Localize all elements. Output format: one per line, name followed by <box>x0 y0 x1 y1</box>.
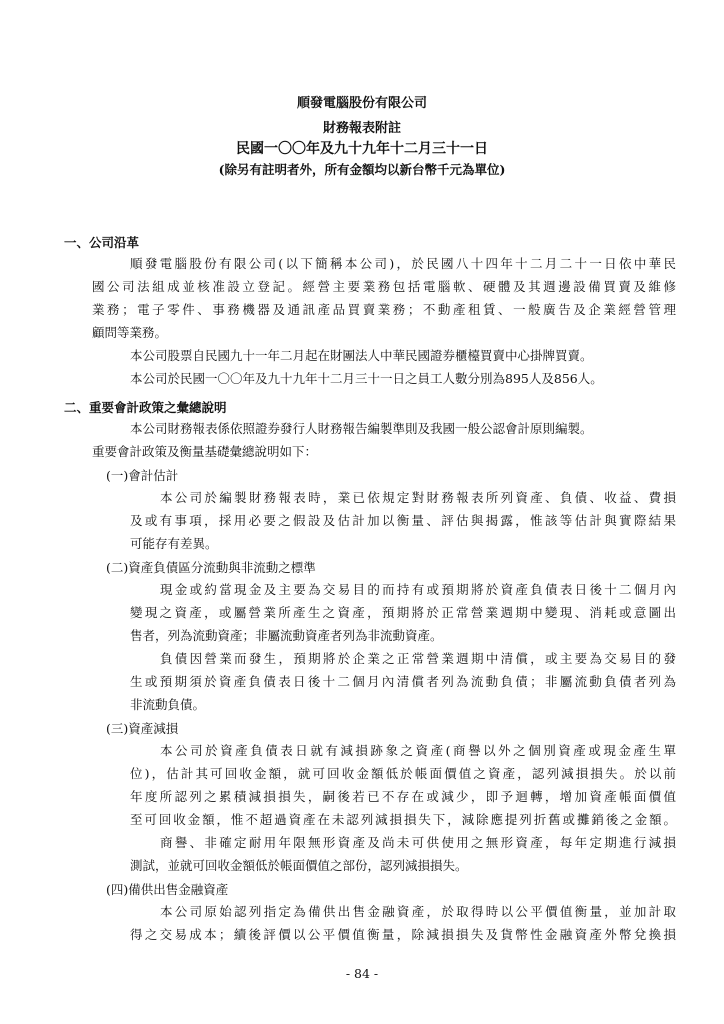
paragraph-line: 本公司原始認列指定為備供出售金融資產，於取得時以公平價值衡量，並加計取 <box>160 904 676 919</box>
report-title: 財務報表附註 <box>322 121 401 136</box>
paragraph-line: 業務；電子零件、事務機器及通訊產品買賣業務；不動產租賃、一般廣告及企業經營管理 <box>92 302 676 317</box>
paragraph-line: 顧問等業務。 <box>92 325 168 340</box>
paragraph-line: 得之交易成本；續後評價以公平價值衡量，除減損損失及貨幣性金融資產外幣兌換損 <box>130 927 676 942</box>
paragraph-line: 生或預期須於資產負債表日後十二個月內清償者列為流動負債；非屬流動負債者列為 <box>130 674 676 689</box>
paragraph-line: 年度所認列之累積減損損失，嗣後若已不存在或減少，即予迴轉，增加資產帳面價值 <box>130 789 676 804</box>
paragraph-line: 本公司財務報表係依照證券發行人財務報告編製準則及我國一般公認會計原則編製。 <box>130 421 593 436</box>
company-name: 順發電腦股份有限公司 <box>296 96 427 111</box>
paragraph-line: 可能存有差異。 <box>130 536 218 551</box>
paragraph-line: 售者，列為流動資產；非屬流動資產者列為非流動資產。 <box>130 628 443 643</box>
subsection-title-impairment: (三)資產減損 <box>106 721 179 736</box>
report-period: 民國一〇〇年及九十九年十二月三十一日 <box>236 141 488 157</box>
currency-note: (除另有註明者外，所有金額均以新台幣千元為單位) <box>218 162 506 177</box>
paragraph-line: 商譽、非確定耐用年限無形資產及尚未可供使用之無形資產，每年定期進行減損 <box>160 835 676 850</box>
paragraph-line: 測試，並就可回收金額低於帳面價值之部份，認列減損損失。 <box>130 858 468 873</box>
paragraph-line: 本公司股票自民國九十一年二月起在財團法人中華民國證券櫃檯買賣中心掛牌買賣。 <box>130 348 593 363</box>
paragraph-line: 現金或約當現金及主要為交易目的而持有或預期將於資產負債表日後十二個月內 <box>160 582 676 597</box>
paragraph-line: 及或有事項，採用必要之假設及估計加以衡量、評估與揭露，惟該等估計與實際結果 <box>130 513 676 528</box>
paragraph-line: 負債因營業而發生，預期將於企業之正常營業週期中清償，或主要為交易目的發 <box>160 651 676 666</box>
subsection-title-available-for-sale: (四)備供出售金融資產 <box>106 882 229 897</box>
paragraph-line: 本公司於編製財務報表時，業已依規定對財務報表所列資產、負債、收益、費損 <box>160 490 676 505</box>
subsection-title-estimates: (一)會計估計 <box>106 468 179 483</box>
paragraph-line: 順發電腦股份有限公司(以下簡稱本公司)，於民國八十四年十二月二十一日依中華民 <box>130 256 676 271</box>
paragraph-line: 重要會計政策及衡量基礎彙總說明如下： <box>92 444 318 459</box>
paragraph-line: 變現之資產，或屬營業所產生之資產，預期將於正常營業週期中變現、消耗或意圖出 <box>130 605 676 620</box>
section-title-company-history: 一、公司沿革 <box>64 235 140 250</box>
paragraph-line: 非流動負債。 <box>130 697 206 712</box>
paragraph-line: 位)，估計其可回收金額，就可回收金額低於帳面價值之資產，認列減損損失。於以前 <box>130 766 676 781</box>
paragraph-line: 本公司於民國一〇〇年及九十九年十二月三十一日之員工人數分別為895人及856人。 <box>130 371 603 386</box>
section-title-accounting-policies: 二、重要會計政策之彙總說明 <box>64 400 227 415</box>
paragraph-line: 本公司於資產負債表日就有減損跡象之資產(商譽以外之個別資產或現金產生單 <box>160 743 676 758</box>
paragraph-line: 至可回收金額，惟不超過資產在未認列減損損失下，減除應提列折舊或攤銷後之金額。 <box>130 812 676 827</box>
subsection-title-classification: (二)資產負債區分流動與非流動之標準 <box>106 560 316 575</box>
paragraph-line: 國公司法組成並核准設立登記。經營主要業務包括電腦軟、硬體及其週邊設備買賣及維修 <box>92 279 676 294</box>
page-number: - 84 - <box>345 966 379 981</box>
